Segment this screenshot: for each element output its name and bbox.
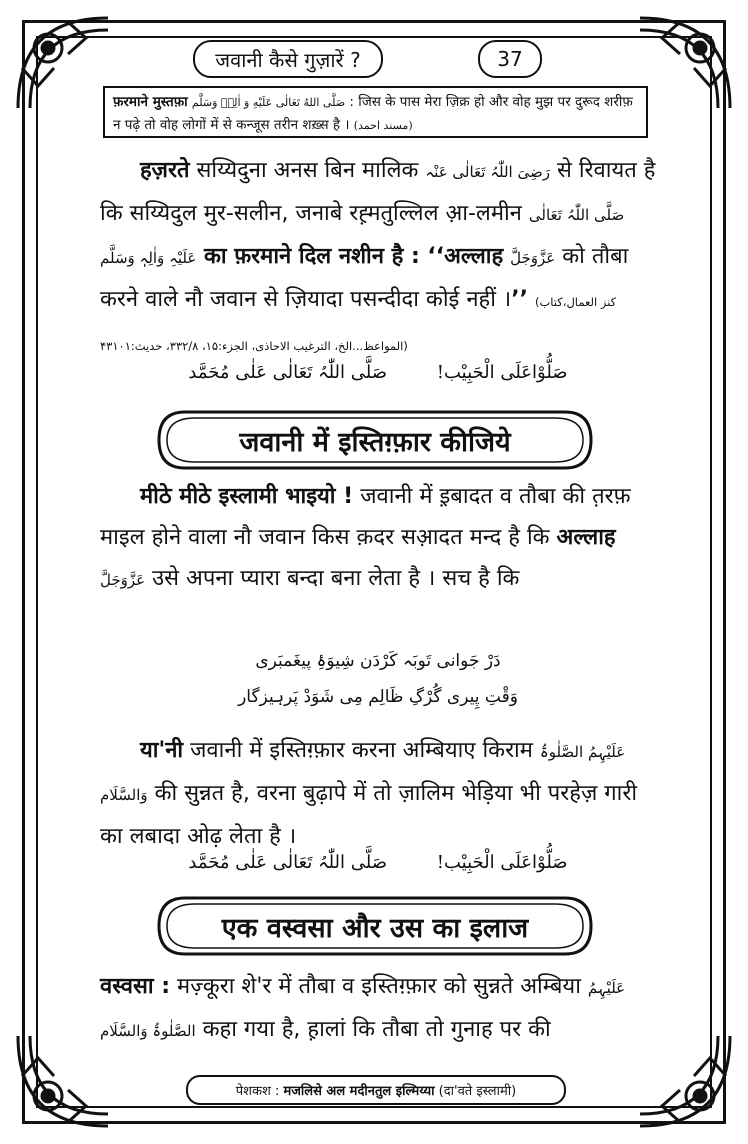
para1-arabic-1: رَضِیَ اللّٰہُ تَعَالٰی عَنْہ [425, 163, 550, 181]
para3-text-1: जवानी में इस्तिग़्फ़ार करना अम्बियाए किराम [183, 738, 540, 763]
para1-text-1: सय्यिदुना अनस बिन मालिक [189, 158, 426, 183]
paragraph-2 [100, 476, 656, 601]
durood-right: صَلَّی اللّٰہُ تَعَالٰی عَلٰی مُحَمَّد [188, 362, 388, 383]
page-number: 37 [478, 40, 542, 78]
durood-line-1 [100, 362, 656, 383]
para1-text-2: से रिवायत है कि सय्यिदुल मुर-सलीन, जनाबे रह़्मतुल्लिल आ़-लमीन [100, 158, 656, 226]
para1-quote-close: ’’ [511, 287, 528, 312]
footer-label: पेशकश : [235, 1084, 280, 1099]
persian-couplet-line-2: وَقْتِ پِیری گُرْگِ ظَالِم مِی شَوَدْ پَرہیزگار [238, 687, 518, 707]
para1-allah: अल्लाह [444, 244, 504, 269]
corner-ornament-top-left [8, 8, 118, 118]
durood-left-2: صَلُّوْاعَلَی الْحَبِیْب! [436, 852, 568, 873]
durood-left: صَلُّوْاعَلَی الْحَبِیْب! [436, 362, 568, 383]
para1-arabic-2: صَلَّی اللّٰہُ تَعَالٰی عَلَیْہِ وَاٰلِہٖ وَسَلَّم [100, 206, 625, 267]
section-heading-1: जवानी में इस्तिग़्फ़ार कीजिये [239, 426, 511, 458]
para1-arabic-3: عَزَّوَجَلَّ [510, 249, 556, 267]
durood-right-2: صَلَّی اللّٰہُ تَعَالٰی عَلٰی مُحَمَّد [188, 852, 388, 873]
para1-bold-name: हज़रते [140, 158, 190, 183]
footer-publisher-sub: (दा'वते इस्लामी) [438, 1084, 517, 1099]
para2-arabic-1: عَزَّوَجَلَّ [100, 571, 146, 589]
para3-arabic-1: عَلَیْہِمُ الصَّلٰوۃُ وَالسَّلَام [100, 743, 626, 804]
durood-line-2 [100, 852, 656, 873]
para4-text-2: कहा गया है, ह़ालां कि तौबा तो गुनाह पर की [195, 1017, 551, 1042]
para1-text-4: को तौबा करने वाले नौ जवान से ज़ियादा पसन्दीदा कोई नहीं । [100, 244, 629, 312]
footer-publisher-name: मजलिसे अल मदीनतुल इल्मिय्या [283, 1084, 435, 1099]
para3-bold-start: या'नी [140, 738, 184, 763]
footer-publisher [186, 1075, 566, 1105]
para2-allah: अल्लाह [556, 525, 616, 550]
persian-couplet-line-1: دَرْ جَوانی تَوبَہ کَرْدَن شِیوَۂِ پیغَمبَری [255, 651, 501, 671]
para2-text-2: उसे अपना प्यारा बन्दा बना लेता है । सच है कि [145, 566, 520, 591]
section-heading-2: एक वस्वसा और उस का इलाज [221, 912, 529, 944]
para4-bold-start: वस्वसा : [100, 974, 171, 999]
para4-arabic-1: عَلَیْہِمُ الصَّلٰوۃُ وَالسَّلَام [100, 979, 626, 1040]
section-heading-banner-1 [155, 408, 595, 472]
para1-citation: (کنز العمال،کتاب المواعظ...الخ، الترغیب الاحاذی، الجزء:۱۵، ۳۳۲/۸، حدیث:۴۳۱۰۱) [100, 295, 617, 353]
hadith-label: फ़रमाने मुस्तफ़ा [113, 94, 188, 110]
section-heading-banner-2 [155, 894, 595, 958]
para1-quote-open: ‘‘ [427, 244, 445, 269]
para4-text-1: मज़्कूरा शे'र में तौबा व इस्तिग़्फ़ार को सुन्नते अम्बिया [170, 974, 588, 999]
para1-text-3: का फ़रमाने दिल नशीन है : [196, 244, 428, 269]
hadith-salutation: صَلَّى اللهُ تَعَالٰى عَلَيْهِ وَ اٰلِهٖ وَسَلَّم [191, 96, 346, 109]
hadith-box [103, 86, 648, 138]
para3-text-2: की सुन्नत है, वरना बुढ़ापे में तो ज़ालिम भेड़िया भी परहेज़ गारी का लबादा ओढ़ लेता है । [100, 781, 638, 849]
paragraph-3 [100, 730, 656, 857]
running-header-title: जवानी कैसे गुज़ारें ? [193, 40, 383, 78]
para2-text-1: जवानी में इ़बादत व तौबा की त़रफ़ माइल होने वाला नौ जवान किस क़दर सआ़दत मन्द है कि [100, 484, 631, 550]
hadith-text: : जिस के पास मेरा ज़िक्र हो और वोह मुझ पर दुरूद शरीफ़ न पढ़े तो वोह लोगों में से कन्जूस तरीन शख़्स है । [113, 94, 633, 133]
paragraph-4 [100, 966, 656, 1052]
para2-bold-start: मीठे मीठे इस्लामी भाइयो ! [140, 484, 354, 509]
paragraph-1 [100, 150, 656, 367]
hadith-source: (مسند احمد) [353, 119, 413, 132]
